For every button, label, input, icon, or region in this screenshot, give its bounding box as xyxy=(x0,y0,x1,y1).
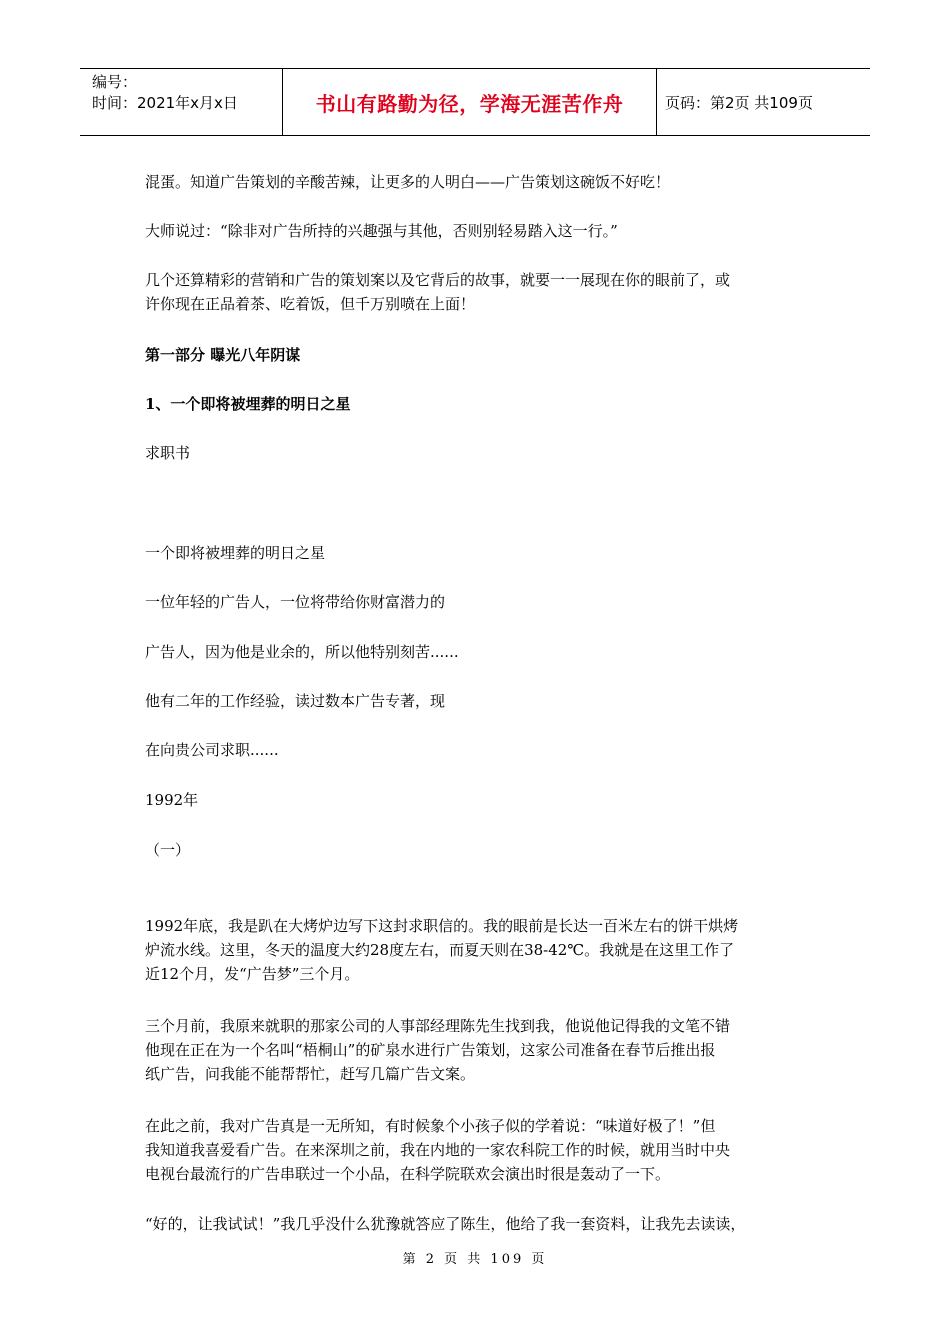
header-motto: 书山有路勤为径，学海无涯苦作舟 xyxy=(315,91,624,116)
body-paragraph xyxy=(145,914,815,986)
section-heading xyxy=(145,392,815,416)
paragraph-line: 大师说过：“除非对广告所持的兴趣强与其他，否则别轻易踏入这一行。” xyxy=(145,222,618,240)
section-heading xyxy=(145,343,815,367)
body-paragraph xyxy=(145,219,815,243)
paragraph-line: 一位年轻的广告人，一位将带给你财富潜力的 xyxy=(145,593,446,611)
paragraph-line: 许你现在正品着茶、吃着饭，但千万别喷在上面！ xyxy=(145,295,476,313)
paragraph-line: 三个月前，我原来就职的那家公司的人事部经理陈先生找到我，他说他记得我的文笔不错 xyxy=(145,1017,731,1035)
body-paragraph xyxy=(145,170,815,194)
paragraph-line: 几个还算精彩的营销和广告的策划案以及它背后的故事，就要一一展现在你的眼前了，或 xyxy=(145,271,731,289)
body-paragraph xyxy=(145,838,815,862)
paragraph-line: 第一部分 曝光八年阴谋 xyxy=(145,346,301,364)
paragraph-line: 他有二年的工作经验，读过数本广告专著，现 xyxy=(145,692,446,710)
body-paragraph xyxy=(145,788,815,812)
header-page-info: 页码：第2页 共109页 xyxy=(665,93,813,112)
header-left-cell xyxy=(80,69,282,135)
paragraph-line: 一个即将被埋葬的明日之星 xyxy=(145,544,326,562)
paragraph-line: 在此之前，我对广告真是一无所知，有时候象个小孩子似的学着说：“味道好极了！”但 xyxy=(145,1117,716,1135)
paragraph-line: 在向贵公司求职...... xyxy=(145,741,279,759)
paragraph-line: “好的，让我试试！”我几乎没什么犹豫就答应了陈生，他给了我一套资料，让我先去读读， xyxy=(145,1215,746,1233)
paragraph-line: （一） xyxy=(145,841,191,859)
body-paragraph xyxy=(145,738,815,762)
document-time-label: 时间：2021年x月x日 xyxy=(92,94,238,112)
document-number-label: 编号： xyxy=(92,73,138,91)
body-paragraph xyxy=(145,541,815,565)
paragraph-line: 电视台最流行的广告串联过一个小品，在科学院联欢会演出时很是轰动了一下。 xyxy=(145,1165,671,1183)
body-paragraph xyxy=(145,1114,815,1186)
page-header xyxy=(80,68,870,136)
paragraph-line: 混蛋。知道广告策划的辛酸苦辣，让更多的人明白——广告策划这碗饭不好吃！ xyxy=(145,173,671,191)
paragraph-line: 1992年底，我是趴在大烤炉边写下这封求职信的。我的眼前是长达一百米左右的饼干烘烤 xyxy=(145,917,739,935)
paragraph-line: 炉流水线。这里，冬天的温度大约28度左右，而夏天则在38-42℃。我就是在这里工作了 xyxy=(145,941,735,959)
body-paragraph xyxy=(145,640,815,664)
header-page-cell xyxy=(657,69,870,135)
header-motto-cell xyxy=(282,69,657,135)
page-footer: 第 2 页 共 109 页 xyxy=(402,1252,548,1267)
body-paragraph xyxy=(145,689,815,713)
paragraph-line: 我知道我喜爱看广告。在来深圳之前，我在内地的一家农科院工作的时候，就用当时中央 xyxy=(145,1141,731,1159)
paragraph-line: 他现在正在为一个名叫“梧桐山”的矿泉水进行广告策划，这家公司准备在春节后推出报 xyxy=(145,1041,716,1059)
body-paragraph xyxy=(145,268,815,316)
body-paragraph xyxy=(145,590,815,614)
paragraph-line: 纸广告，问我能不能帮帮忙，赶写几篇广告文案。 xyxy=(145,1065,476,1083)
body-paragraph xyxy=(145,441,815,465)
paragraph-line: 1、一个即将被埋葬的明日之星 xyxy=(145,395,351,413)
paragraph-line: 1992年 xyxy=(145,791,199,809)
paragraph-line: 近12个月，发“广告梦”三个月。 xyxy=(145,965,360,983)
body-paragraph xyxy=(145,1014,815,1086)
paragraph-line: 广告人，因为他是业余的，所以他特别刻苦...... xyxy=(145,643,459,661)
body-paragraph xyxy=(145,1212,815,1236)
paragraph-line: 求职书 xyxy=(145,444,191,462)
